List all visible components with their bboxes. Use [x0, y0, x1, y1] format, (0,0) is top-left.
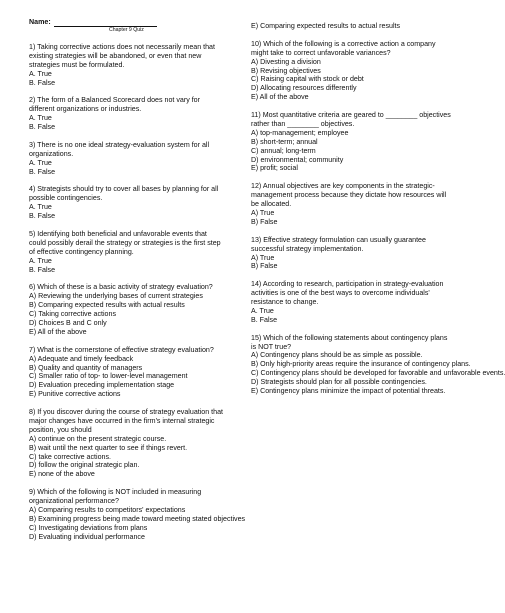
answer-option: C) annual; long-term — [251, 146, 316, 155]
question-text: 6) Which of these is a basic activity of strategy evaluation? — [29, 283, 213, 292]
answer-option: B) Revising objectives — [251, 66, 321, 75]
answer-option: E) Contingency plans minimize the impact of potential threats. — [251, 387, 446, 396]
answer-option: B. False — [29, 78, 56, 87]
answer-option: A) Comparing results to competitors' expectations — [29, 506, 186, 514]
answer-option: A. True — [29, 158, 52, 167]
answer-option: A. True — [29, 69, 52, 78]
answer-option: A. True — [251, 306, 274, 315]
answer-option: D) Evaluation preceding implementation stage — [29, 381, 175, 390]
answer-option: A) continue on the present strategic course. — [29, 434, 167, 443]
answer-option: B) short-term; annual — [251, 137, 318, 146]
answer-option: A) Contingency plans should be as simple as possible. — [251, 351, 423, 360]
question-block — [29, 408, 225, 479]
answer-option: A. True — [29, 114, 52, 123]
question-text: 7) What is the cornerstone of effective strategy evaluation? — [29, 345, 214, 354]
answer-option: A) Reviewing the underlying bases of current strategies — [29, 292, 203, 301]
answer-option: A. True — [29, 203, 52, 212]
question-text: 14) According to research, participation in strategy-evaluation activities is one of the best ways to overcome individuals' resistance to change. — [251, 280, 444, 307]
answer-option: B) False — [251, 262, 278, 271]
answer-option: B) wait until the next quarter to see if things revert. — [29, 443, 188, 452]
answer-option: E) All of the above — [29, 327, 87, 336]
question-text: 10) Which of the following is a corrective action a company might take to correct unfavorable variances? — [251, 39, 436, 57]
answer-option: A) True — [251, 253, 275, 262]
question-text: 13) Effective strategy formulation can usually guarantee successful strategy implementation. — [251, 235, 426, 253]
answer-option: B. False — [29, 123, 56, 132]
answer-option: C) Contingency plans should be developed for favorable and unfavorable events. — [251, 369, 505, 378]
answer-option: B) Comparing expected results with actual results — [29, 301, 185, 310]
answer-option: E) All of the above — [251, 93, 309, 102]
answer-option: C) take corrective actions. — [29, 452, 112, 461]
answer-option: B. False — [29, 212, 56, 221]
question-block — [29, 96, 225, 132]
answer-option: B) Examining progress being made toward meeting stated objectives — [29, 514, 246, 523]
answer-option: A) Divesting a division — [251, 57, 321, 66]
left-column — [29, 18, 246, 551]
question-block — [29, 488, 246, 541]
question-block — [251, 40, 451, 102]
question-text: 9) Which of the following is NOT included in measuring organizational performance? — [29, 488, 202, 506]
right-column — [251, 22, 505, 405]
answer-option: E) none of the above — [29, 470, 95, 479]
question-block — [29, 346, 225, 399]
question-text: 3) There is no one ideal strategy-evaluation system for all organizations. — [29, 140, 210, 158]
left-question-list — [29, 43, 246, 542]
answer-option: B) Quality and quantity of managers — [29, 363, 143, 372]
question-block — [29, 283, 225, 336]
answer-option: E) Punitive corrective actions — [29, 390, 121, 399]
answer-option: A) True — [251, 208, 275, 217]
quiz-title: Chapter 9 Quiz — [109, 27, 144, 33]
question-text: 8) If you discover during the course of strategy evaluation that major changes have occurred in the firm's internal strategic position, you should — [29, 408, 224, 434]
answer-option: D) Choices B and C only — [29, 319, 107, 328]
answer-option: D) Allocating resources differently — [251, 84, 357, 93]
answer-option: C) Raising capital with stock or debt — [251, 75, 364, 84]
name-row — [29, 18, 225, 27]
answer-option: A. True — [29, 256, 52, 265]
question-block — [251, 333, 505, 396]
continuation-block — [251, 22, 451, 31]
continuation-option: E) Comparing expected results to actual results — [251, 22, 401, 30]
question-block — [29, 43, 225, 88]
name-blank-line — [54, 19, 157, 27]
question-text: 4) Strategists should try to cover all bases by planning for all possible contingencies. — [29, 185, 219, 203]
answer-option: B) False — [251, 217, 278, 226]
name-label: Name: — [29, 18, 51, 26]
answer-option: C) Smaller ratio of top- to lower-level management — [29, 372, 188, 381]
answer-option: D) follow the original strategic plan. — [29, 461, 140, 470]
question-block — [29, 141, 225, 177]
answer-option: A) top-management; employee — [251, 128, 349, 137]
question-block — [251, 111, 451, 173]
question-text: 11) Most quantitative criteria are geared to ________ objectives rather than ________ objectives. — [251, 111, 451, 128]
question-block — [29, 185, 225, 221]
right-question-list — [251, 39, 505, 396]
question-text: 12) Annual objectives are key components in the strategic-management process because they dictate how resources will be allocated. — [251, 182, 447, 209]
answer-option: C) Investigating deviations from plans — [29, 523, 148, 532]
question-text: 15) Which of the following statements about contingency plans is NOT true? — [251, 333, 448, 351]
question-block — [251, 280, 451, 325]
answer-option: D) Strategists should plan for all possible contingencies. — [251, 378, 427, 387]
answer-option: B. False — [251, 315, 278, 324]
question-text: 5) Identifying both beneficial and unfavorable events that could possibly derail the strategy or strategies is the first step of effective contingency planning. — [29, 229, 221, 256]
answer-option: D) Evaluating individual performance — [29, 532, 145, 541]
question-text: 2) The form of a Balanced Scorecard does not vary for different organizations or industries. — [29, 96, 200, 114]
question-text: 1) Taking corrective actions does not necessarily mean that existing strategies will be abandoned, or even that new strategies must be formulated. — [29, 43, 215, 69]
question-block — [29, 230, 225, 275]
question-block — [251, 182, 451, 227]
answer-option: B) Only high-priority areas require the insurance of contingency plans. — [251, 360, 471, 369]
answer-option: E) profit; social — [251, 164, 298, 173]
answer-option: B. False — [29, 167, 56, 176]
answer-option: C) Taking corrective actions — [29, 310, 116, 319]
answer-option: A) Adequate and timely feedback — [29, 354, 134, 363]
answer-option: B. False — [29, 265, 56, 274]
answer-option: D) environmental; community — [251, 155, 344, 164]
question-block — [251, 236, 451, 272]
